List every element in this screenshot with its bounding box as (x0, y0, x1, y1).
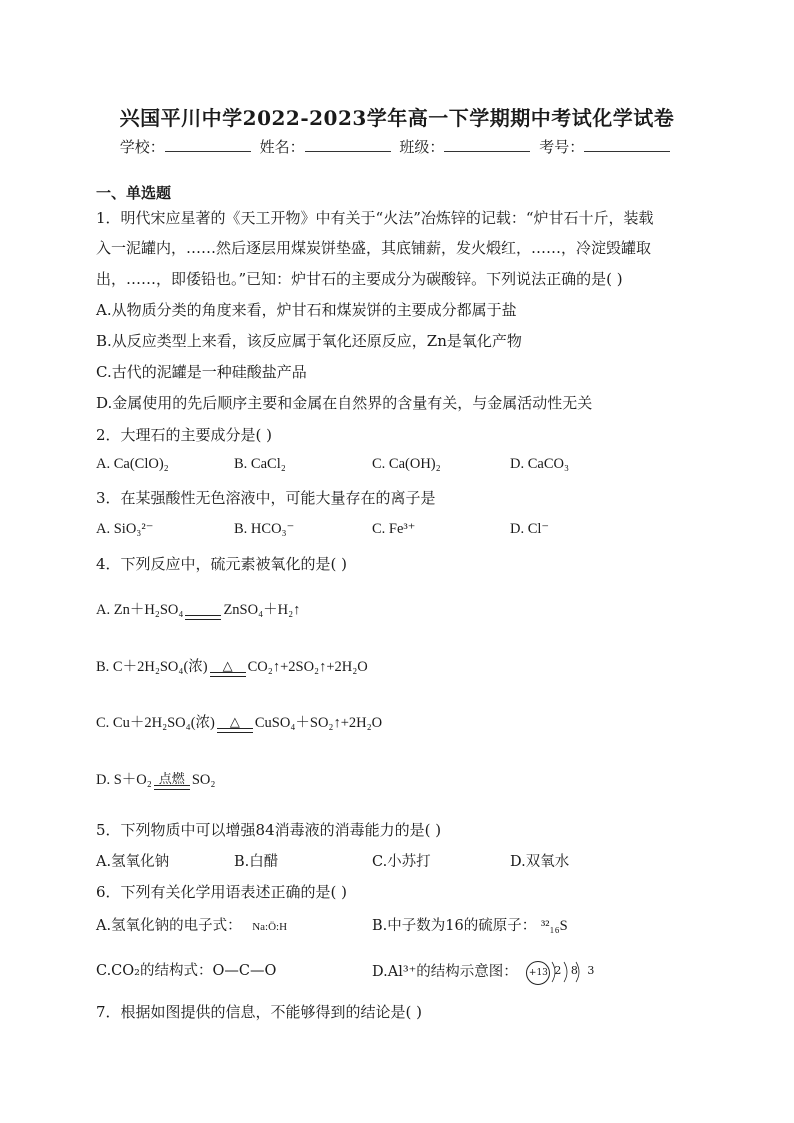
q4-d-reactants: D. S＋O₂ (96, 772, 152, 788)
q2-stem: 2．大理石的主要成分是( ) (96, 426, 273, 444)
number-label: 考号： (539, 138, 585, 156)
school-label: 学校： (119, 138, 165, 156)
q1-line3: 出，……，即倭铅也。”已知：炉甘石的主要成分为碳酸锌。下列说法正确的是( ) (96, 270, 623, 288)
class-label: 班级： (399, 138, 445, 156)
nucleus: +13 (526, 961, 550, 985)
q3-stem: 3．在某强酸性无色溶液中，可能大量存在的离子是 (96, 489, 436, 507)
student-info (0, 136, 794, 157)
q1-option-c: C.古代的泥罐是一种硅酸盐产品 (96, 363, 307, 381)
school-field[interactable] (165, 137, 251, 152)
page-title: 兴国平川中学2022-2023学年高一下学期期中考试化学试卷 (119, 106, 675, 130)
q4-option-c (96, 711, 382, 733)
q6-option-d (372, 959, 596, 985)
name-field[interactable] (305, 137, 391, 152)
q6-option-c: C.CO₂的结构式：O—C—O (96, 963, 277, 979)
q5-option-d: D.双氧水 (510, 854, 570, 870)
class-field[interactable] (444, 137, 530, 152)
heat-equals-sign (210, 659, 246, 677)
q5-option-c: C.小苏打 (372, 854, 431, 870)
q2-option-a: A. Ca(ClO)₂ (96, 456, 169, 472)
q3-option-c: C. Fe³⁺ (372, 521, 416, 537)
ignite-equals-sign (154, 772, 190, 790)
equals-sign (185, 602, 221, 620)
number-field[interactable] (584, 137, 670, 152)
q2-option-c: C. Ca(OH)₂ (372, 456, 441, 472)
q1-option-b: B.从反应类型上来看，该反应属于氧化还原反应，Zn是氧化产物 (96, 332, 522, 350)
q4-a-reactants: A. Zn＋H₂SO₄ (96, 602, 184, 618)
shell-electrons: 2 8 3 (554, 964, 598, 977)
q6-d-label: D.Al³⁺的结构示意图： (372, 964, 518, 980)
q7-stem: 7．根据如图提供的信息，不能够得到的结论是( ) (96, 1003, 423, 1021)
q1-option-a: A.从物质分类的角度来看，炉甘石和煤炭饼的主要成分都属于盐 (96, 301, 517, 319)
q4-stem: 4．下列反应中，硫元素被氧化的是( ) (96, 555, 348, 573)
q3-option-a: A. SiO₃²⁻ (96, 521, 154, 537)
q3-option-b: B. HCO₃⁻ (234, 521, 295, 537)
q4-option-d (96, 768, 215, 790)
q4-c-condition: △ (229, 713, 240, 729)
q4-c-products: CuSO₄＋SO₂↑+2H₂O (254, 715, 383, 731)
q3-option-d: D. Cl⁻ (510, 521, 550, 537)
q6-a-formula: Na:Ö:H (252, 921, 288, 933)
q1-option-d: D.金属使用的先后顺序主要和金属在自然界的含量有关，与金属活动性无关 (96, 394, 593, 412)
q1-line2: 入一泥罐内，……然后逐层用煤炭饼垫盛，其底铺薪，发火煅红，……，冷淀毁罐取 (96, 239, 652, 257)
q4-option-a (96, 598, 300, 620)
q4-c-reactants: C. Cu＋2H₂SO₄(浓) (96, 715, 215, 731)
q6-option-b (372, 914, 568, 935)
q4-option-b (96, 655, 368, 677)
q4-b-reactants: B. C＋2H₂SO₄(浓) (96, 659, 208, 675)
q6-a-label: A.氢氧化钠的电子式： (96, 918, 242, 934)
q6-option-a (96, 914, 287, 935)
q6-stem: 6．下列有关化学用语表述正确的是( ) (96, 883, 348, 901)
q4-d-condition: 点燃 (158, 770, 185, 786)
q5-option-a: A.氢氧化钠 (96, 854, 170, 870)
q4-b-condition: △ (222, 657, 233, 673)
q6-b-label: B.中子数为16的硫原子： (372, 918, 537, 934)
q5-option-b: B.白醋 (234, 854, 279, 870)
q5-stem: 5．下列物质中可以增强84消毒液的消毒能力的是( ) (96, 821, 442, 839)
q1-line1: 1．明代宋应星著的《天工开物》中有关于“火法”冶炼锌的记载：“炉甘石十斤，装载 (96, 209, 654, 227)
name-label: 姓名： (259, 138, 305, 156)
q4-d-products: SO₂ (191, 772, 216, 788)
q4-b-products: CO₂↑+2SO₂↑+2H₂O (247, 659, 368, 675)
q4-a-products: ZnSO₄＋H₂↑ (223, 602, 301, 618)
section-heading: 一、单选题 (96, 184, 172, 202)
atom-structure-diagram (526, 959, 596, 985)
q6-b-formula: ³²₁₆S (540, 918, 568, 934)
q2-option-b: B. CaCl₂ (234, 456, 286, 472)
q2-option-d: D. CaCO₃ (510, 456, 570, 472)
heat-equals-sign (217, 715, 253, 733)
